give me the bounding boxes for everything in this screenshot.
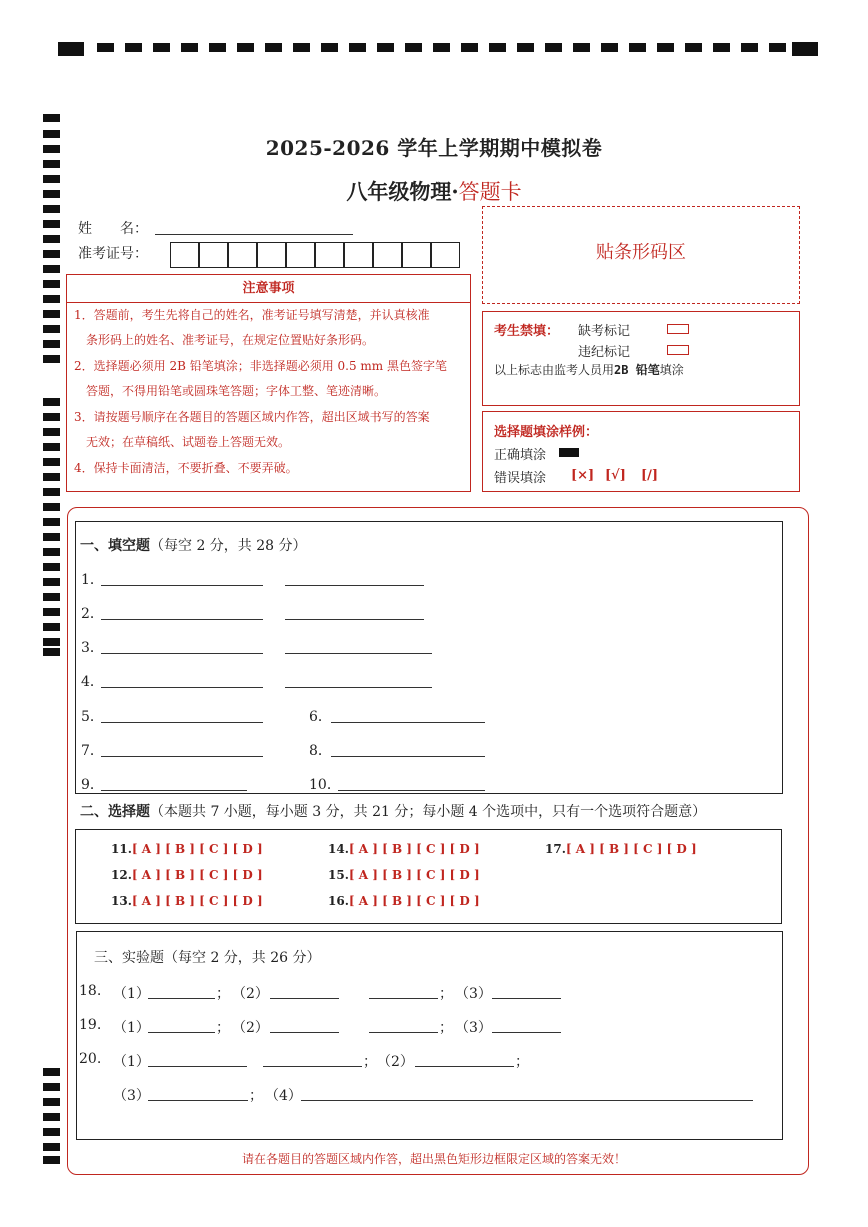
choice-options[interactable]: [ A ] [ B ] [ C ] [ D ]: [131, 894, 263, 908]
blank-number: 7．: [81, 743, 104, 759]
notice-item: 无效；在草稿纸、试题卷上答题无效。: [74, 435, 291, 449]
marking-note-pre: 以上标志由监考人员用: [494, 363, 615, 377]
blank-number: 3．: [81, 640, 104, 656]
answer-blank[interactable]: [285, 585, 424, 586]
blank-number: 8．: [309, 743, 332, 759]
section2-note: （本题共 7 小题，每小题 3 分，共 21 分；每小题 4 个选项中，只有一个选项符合题意）: [150, 804, 707, 820]
answer-blank[interactable]: [285, 619, 424, 620]
blank-number: 5．: [81, 709, 104, 725]
choice-question-15[interactable]: [328, 868, 480, 882]
part-label: （3）: [113, 1088, 150, 1104]
answer-blank[interactable]: [301, 1100, 753, 1101]
notice-item: 1．答题前，考生先将自己的姓名，准考证号填写清楚，并认真核准: [74, 308, 430, 322]
blank-number: 1．: [81, 572, 104, 588]
id-label: 准考证号：: [78, 246, 148, 262]
notice-heading: 注意事项: [67, 275, 470, 303]
name-field[interactable]: [155, 234, 353, 235]
answer-blank[interactable]: [415, 1066, 514, 1067]
wrong-fill-label: 错误填涂: [494, 471, 547, 486]
wrong-mark-check: [√]: [605, 468, 626, 483]
name-label: 姓 名：: [78, 221, 148, 237]
correct-fill-label: 正确填涂: [494, 448, 547, 463]
part-label: （2）: [232, 1020, 269, 1036]
examiner-only-label: 考生禁填：: [494, 324, 560, 339]
answer-blank[interactable]: [338, 790, 485, 791]
blank-number: 2．: [81, 606, 104, 622]
blank-number: 6．: [309, 709, 332, 725]
answer-blank[interactable]: [101, 756, 263, 757]
question-number: 17.: [545, 842, 566, 856]
notice-item: 4．保持卡面清洁，不要折叠、不要弄破。: [74, 461, 298, 475]
answer-blank[interactable]: [270, 1032, 339, 1033]
choice-options[interactable]: [ A ] [ B ] [ C ] [ D ]: [348, 868, 480, 882]
choice-question-11[interactable]: [111, 842, 263, 856]
section3-note: （每空 2 分，共 26 分）: [164, 950, 321, 966]
separator: ；: [363, 1054, 377, 1070]
section1-note: （每空 2 分，共 28 分）: [150, 538, 307, 554]
question-number: 16.: [328, 894, 349, 908]
part-label: （2）: [377, 1054, 414, 1070]
separator: ；: [515, 1054, 529, 1070]
question-number: 19.: [79, 1017, 102, 1033]
section2-title: 二、选择题: [80, 804, 150, 820]
notice-item: 2．选择题必须用 2B 铅笔填涂；非选择题必须用 0.5 mm 黑色签字笔: [74, 359, 448, 373]
part-label: （4）: [265, 1088, 302, 1104]
examiner-only-box: [482, 311, 800, 406]
marking-note-post: 填涂: [659, 363, 684, 377]
separator: ；: [249, 1088, 263, 1104]
choice-options[interactable]: [ A ] [ B ] [ C ] [ D ]: [348, 894, 480, 908]
section1-title: 一、填空题: [80, 538, 150, 554]
choice-options[interactable]: [ A ] [ B ] [ C ] [ D ]: [565, 842, 697, 856]
correct-fill-sample: [559, 448, 579, 457]
absent-mark-label: 缺考标记: [578, 324, 631, 339]
choice-question-12[interactable]: [111, 868, 263, 882]
separator: ；: [439, 1020, 453, 1036]
barcode-area[interactable]: 贴条形码区: [482, 206, 800, 304]
exam-title: 2025-2026 学年上学期期中模拟卷: [265, 136, 603, 160]
answer-blank[interactable]: [263, 1066, 362, 1067]
section-fill-blank: [75, 521, 783, 794]
answer-blank[interactable]: [492, 1032, 561, 1033]
answer-blank[interactable]: [148, 1100, 248, 1101]
card-title: [0, 176, 868, 206]
answer-blank[interactable]: [331, 756, 485, 757]
part-label: （1）: [113, 986, 150, 1002]
section3-title: 三、实验题: [94, 950, 164, 966]
part-label: （1）: [113, 1020, 150, 1036]
blank-number: 4．: [81, 674, 104, 690]
absent-mark-box[interactable]: [667, 324, 689, 334]
answer-blank[interactable]: [148, 1032, 215, 1033]
violation-mark-box[interactable]: [667, 345, 689, 355]
answer-blank[interactable]: [148, 1066, 247, 1067]
blank-number: 9．: [81, 777, 104, 793]
footer-warning: 请在各题目的答题区域内作答，超出黑色矩形边框限定区域的答案无效！: [241, 1152, 626, 1166]
section2-heading: [80, 801, 706, 821]
answer-blank[interactable]: [101, 722, 263, 723]
answer-blank[interactable]: [492, 998, 561, 999]
section3-heading: [94, 947, 321, 967]
notice-item: 3．请按题号顺序在各题目的答题区域内作答，超出区域书写的答案: [74, 410, 430, 424]
choice-options[interactable]: [ A ] [ B ] [ C ] [ D ]: [131, 868, 263, 882]
section-experiment: [76, 931, 783, 1140]
card-title-subject: 八年级物理·: [346, 179, 459, 204]
fill-sample-box: [482, 411, 800, 492]
question-number: 18.: [79, 983, 102, 999]
part-label: （2）: [232, 986, 269, 1002]
fill-sample-title: 选择题填涂样例：: [494, 425, 599, 440]
question-number: 11.: [111, 842, 132, 856]
question-number: 14.: [328, 842, 349, 856]
section1-heading: [80, 535, 307, 555]
answer-blank[interactable]: [331, 722, 485, 723]
choice-question-17[interactable]: [545, 842, 697, 856]
choice-options[interactable]: [ A ] [ B ] [ C ] [ D ]: [348, 842, 480, 856]
marking-note: [494, 361, 684, 378]
wrong-mark-slash: [/]: [641, 468, 659, 483]
answer-blank[interactable]: [101, 653, 263, 654]
answer-blank[interactable]: [101, 585, 263, 586]
question-number: 15.: [328, 868, 349, 882]
separator: ；: [216, 1020, 230, 1036]
answer-blank[interactable]: [148, 998, 215, 999]
section-multiple-choice: [75, 829, 782, 924]
question-number: 12.: [111, 868, 132, 882]
notice-item: 条形码上的姓名、准考证号，在规定位置贴好条形码。: [74, 333, 375, 347]
choice-question-16[interactable]: [328, 894, 480, 908]
blank-number: 10．: [309, 777, 341, 793]
answer-blank[interactable]: [101, 687, 263, 688]
answer-blank[interactable]: [369, 1032, 438, 1033]
choice-question-13[interactable]: [111, 894, 263, 908]
answer-blank[interactable]: [101, 619, 263, 620]
answer-blank[interactable]: [101, 790, 247, 791]
answer-blank[interactable]: [285, 653, 432, 654]
question-number: 20.: [79, 1051, 102, 1067]
part-label: （3）: [455, 1020, 492, 1036]
separator: ；: [216, 986, 230, 1002]
notice-box: [66, 274, 471, 492]
separator: ；: [439, 986, 453, 1002]
choice-question-14[interactable]: [328, 842, 480, 856]
answer-blank[interactable]: [369, 998, 438, 999]
answer-blank[interactable]: [270, 998, 339, 999]
choice-options[interactable]: [ A ] [ B ] [ C ] [ D ]: [131, 842, 263, 856]
marking-note-pencil: 2B 铅笔: [614, 363, 660, 377]
violation-mark-label: 违纪标记: [578, 345, 631, 360]
card-title-label: 答题卡: [458, 180, 522, 204]
question-number: 13.: [111, 894, 132, 908]
wrong-mark-cross: [×]: [571, 468, 595, 483]
answer-blank[interactable]: [285, 687, 432, 688]
part-label: （1）: [113, 1054, 150, 1070]
notice-item: 答题，不得用铅笔或圆珠笔答题；字体工整、笔迹清晰。: [74, 384, 387, 398]
part-label: （3）: [455, 986, 492, 1002]
